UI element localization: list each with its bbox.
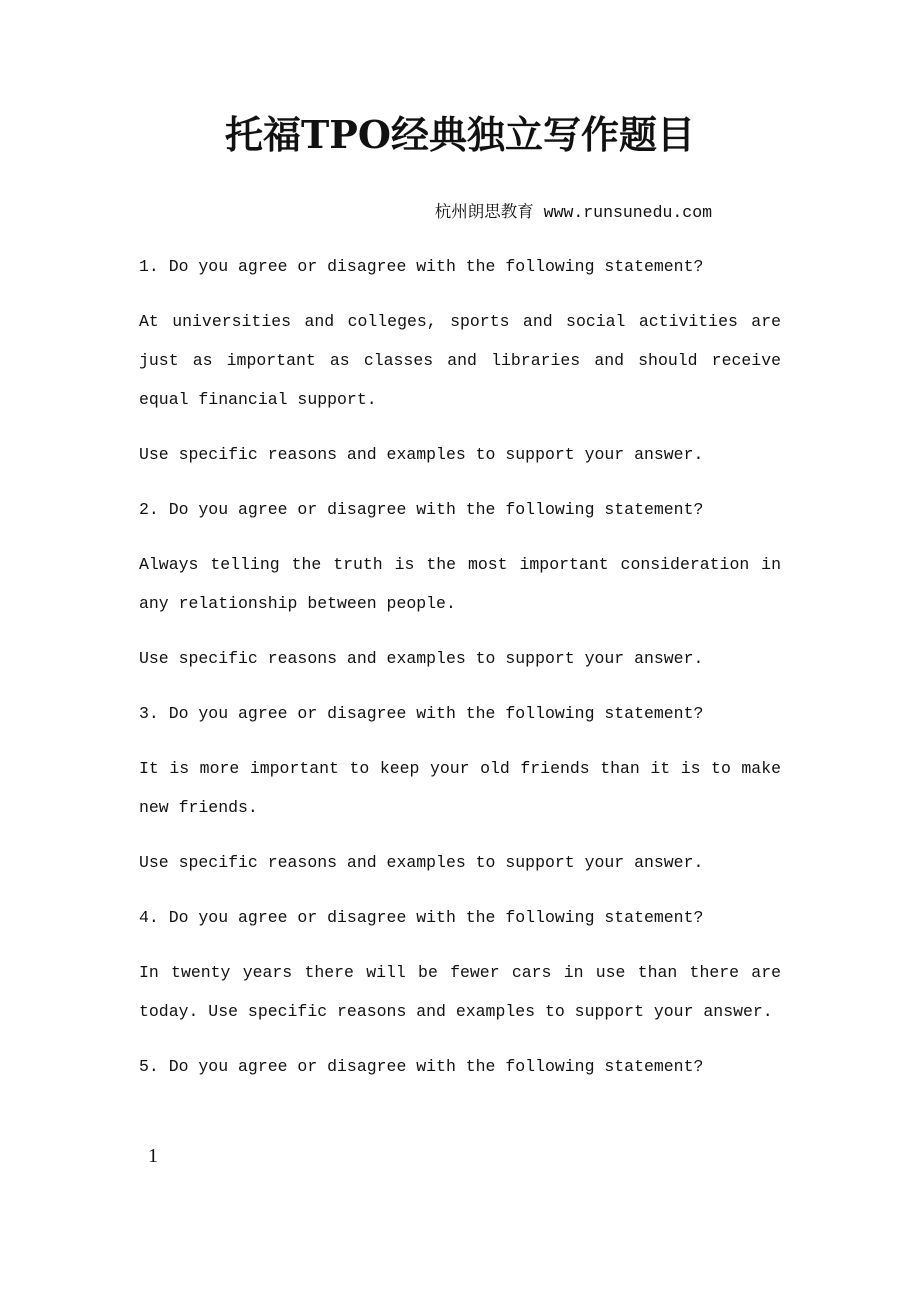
document-source: 杭州朗思教育 www.runsunedu.com — [434, 203, 712, 222]
question-3-prompt: 3. Do you agree or disagree with the following statement? — [139, 704, 704, 723]
question-5-prompt: 5. Do you agree or disagree with the following statement? — [139, 1057, 704, 1076]
question-1-statement: At universities and colleges, sports and social activities are just as important as classes and libraries and should receive equal financial support. — [139, 312, 781, 409]
question-2-instruction: Use specific reasons and examples to support your answer. — [139, 649, 704, 668]
question-2-prompt: 2. Do you agree or disagree with the following statement? — [139, 500, 704, 519]
question-1-instruction: Use specific reasons and examples to support your answer. — [139, 445, 704, 464]
question-4-statement: In twenty years there will be fewer cars in use than there are today. Use specific reasons and examples to support your answer. — [139, 963, 781, 1021]
question-2-statement: Always telling the truth is the most important consideration in any relationship between people. — [139, 555, 781, 613]
question-4-prompt: 4. Do you agree or disagree with the following statement? — [139, 908, 704, 927]
question-3-instruction: Use specific reasons and examples to support your answer. — [139, 853, 704, 872]
question-3-statement: It is more important to keep your old friends than it is to make new friends. — [139, 759, 781, 817]
page-number: 1 — [148, 1145, 158, 1167]
document-body — [139, 247, 781, 1102]
question-1-prompt: 1. Do you agree or disagree with the following statement? — [139, 257, 704, 276]
document-title: 托福TPO经典独立写作题目 — [225, 112, 695, 157]
